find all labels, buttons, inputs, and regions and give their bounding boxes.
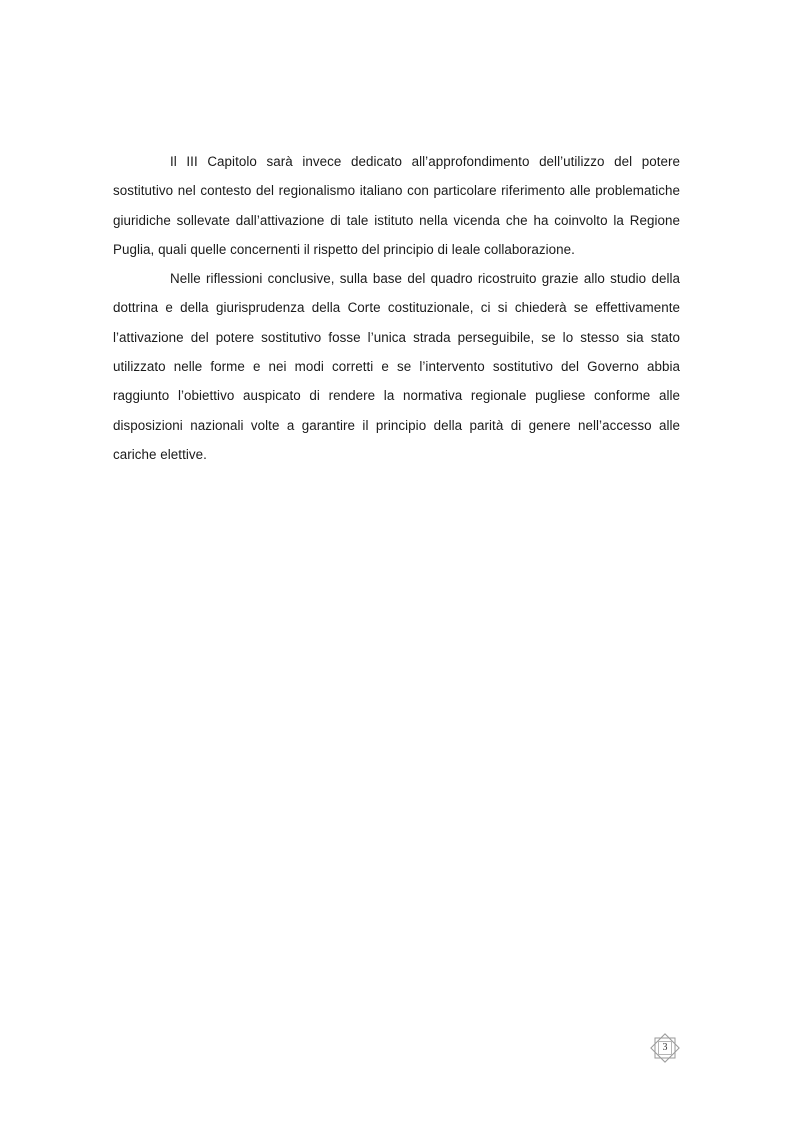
page-number-badge [648,1031,682,1065]
paragraph-conclusions: Nelle riflessioni conclusive, sulla base del quadro ricostruito grazie allo studio della dottrina e della giurisprudenza della Corte costituzionale, ci si chiederà se effettivamente l’attivazione del potere sostitutivo fosse l’unica strada perseguibile, se lo stesso sia stato utilizzato nelle forme e nei modi corretti e se l’intervento sostitutivo del Governo abbia raggiunto l’obiettivo auspicato di rendere la normativa regionale pugliese conforme alle disposizioni nazionali volte a garantire il principio della parità di genere nell’accesso alle cariche elettive. [113,271,680,462]
page-number: 3 [662,1042,668,1053]
body-text [113,147,680,469]
paragraph-chapter-three: Il III Capitolo sarà invece dedicato all’approfondimento dell’utilizzo del potere sostitutivo nel contesto del regionalismo italiano con particolare riferimento alle problematiche giuridiche sollevate dall’attivazione di tale istituto nella vicenda che ha coinvolto la Regione Puglia, quali quelle concernenti il rispetto del principio di leale collaborazione. [113,154,680,257]
